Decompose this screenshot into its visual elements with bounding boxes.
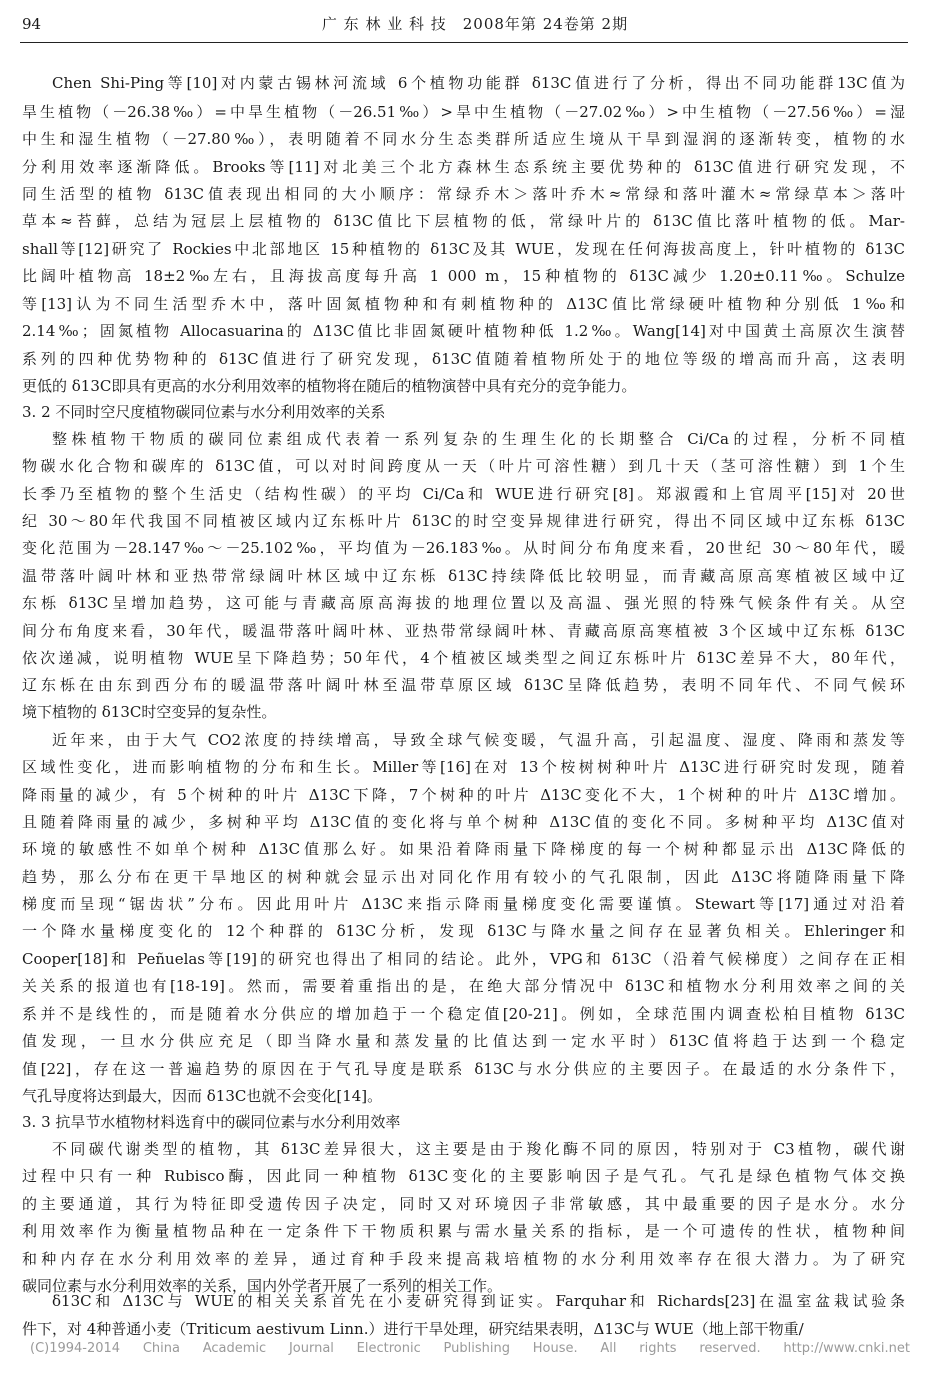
paragraph-line: 系列的四种优势物种的 δ13C值进行了研究发现，δ13C值随着植物所处于的地位等级的增高而升高，这表明 [22, 350, 905, 368]
paragraph-line: 依次递减，说明植物 WUE呈下降趋势；50年代，4个植被区域类型之间辽东栎叶片 δ13C差异不大，80年代， [22, 649, 905, 667]
paragraph-line: 值发现，一旦水分供应充足（即当降水量和蒸发量的比值达到一定水平时）δ13C值将趋于达到一个稳定 [22, 1032, 905, 1050]
paragraph-line: 关关系的报道也有[18-19]。然而，需要着重指出的是，在绝大部分情况中 δ13C和植物水分利用效率之间的关 [22, 977, 905, 995]
paragraph-line: 辽东栎在由东到西分布的暖温带落叶阔叶林至温带草原区域 δ13C呈降低趋势，表明不同年代、不同气候环 [22, 676, 905, 694]
page-number: 94 [22, 15, 42, 33]
paragraph-line: 草本≈苔藓，总结为冠层上层植物的 δ13C值比下层植物的低，常绿叶片的 δ13C值比落叶植物的低。Mar- [22, 212, 905, 230]
paragraph-line: 碳同位素与水分利用效率的关系，国内外学者开展了一系列的相关工作。 [22, 1277, 503, 1295]
paragraph-line: 更低的 δ13C即具有更高的水分利用效率的植物将在随后的植物演替中具有充分的竞争能力。 [22, 377, 637, 395]
paragraph-line: 系并不是线性的，而是随着水分供应的增加趋于一个稳定值[20-21]。例如，全球范围内调查松柏目植物 δ13C [22, 1005, 905, 1023]
paragraph-line: 东栎 δ13C呈增加趋势，这可能与青藏高原高海拔的地理位置以及高温、强光照的特殊气候条件有关。从空 [22, 594, 905, 612]
paragraph-line: 过程中只有一种 Rubisco酶，因此同一种植物 δ13C变化的主要影响因子是气孔。气孔是绿色植物气体交换 [22, 1167, 905, 1185]
paragraph-line: 和种内存在水分利用效率的差异，通过育种手段来提高栽培植物的水分利用效率存在很大潜力。为了研究 [22, 1250, 905, 1268]
paragraph-line: 近年来，由于大气 CO2浓度的持续增高，导致全球气候变暖，气温升高，引起温度、湿度、降雨和蒸发等 [52, 731, 905, 749]
paragraph-line: 纪 30～80年代我国不同植被区域内辽东栎叶片 δ13C的时空变异规律进行研究，得出不同区域中辽东栎 δ13C [22, 512, 905, 530]
paragraph-line: shall等[12]研究了 Rockies中北部地区 15种植物的 δ13C及其 WUE，发现在任何海拔高度上，针叶植物的 δ13C [22, 240, 905, 258]
section-heading: 3. 3 抗旱节水植物材料选育中的碳同位素与水分利用效率 [22, 1113, 401, 1131]
paragraph-line: 降雨量的减少，有 5个树种的叶片 Δ13C下降，7个树种的叶片 Δ13C变化不大，1个树种的叶片 Δ13C增加。 [22, 786, 905, 804]
paragraph-line: Chen Shi-Ping等[10]对内蒙古锡林河流域 6个植物功能群 δ13C值进行了分析，得出不同功能群13C值为 [52, 74, 905, 92]
paragraph-line: 梯度而呈现“锯齿状”分布。因此用叶片 Δ13C来指示降雨量梯度变化需要谨慎。Stewart等[17]通过对沿着 [22, 895, 905, 913]
paragraph-line: 温带落叶阔叶林和亚热带常绿阔叶林区域中辽东栎 δ13C持续降低比较明显，而青藏高原高寒植被区域中辽 [22, 567, 905, 585]
paragraph-line: 件下，对 4种普通小麦（Triticum aestivum Linn.）进行干旱处理，研究结果表明，Δ13C与 WUE（地上部干物重/ [22, 1320, 804, 1338]
paragraph-line: 的主要通道，其行为特征即受遗传因子决定，同时又对环境因子非常敏感，其中最重要的因子是水分。水分 [22, 1195, 905, 1213]
paragraph-line: 不同碳代谢类型的植物，其 δ13C差异很大，这主要是由于羧化酶不同的原因，特别对于 C3植物，碳代谢 [52, 1140, 905, 1158]
paragraph-line: 一个降水量梯度变化的 12个种群的 δ13C分析，发现 δ13C与降水量之间存在显著负相关。Ehleringer和 [22, 922, 905, 940]
paragraph-line: 利用效率作为衡量植物品种在一定条件下干物质积累与需水量关系的指标，是一个可遗传的性状，植物种间 [22, 1222, 905, 1240]
paragraph-line: 环境的敏感性不如单个树种 Δ13C值那么好。如果沿着降雨量下降梯度的每一个树种都显示出 Δ13C降低的 [22, 840, 905, 858]
paragraph-line: 分利用效率逐渐降低。Brooks等[11]对北美三个北方森林生态系统主要优势种的 δ13C值进行研究发现，不 [22, 158, 905, 176]
running-header: 广 东 林 业 科 技 2008年第 24卷第 2期 [321, 15, 629, 33]
paragraph-line: 同生活型的植物 δ13C值表现出相同的大小顺序：常绿乔木＞落叶乔木≈常绿和落叶灌木≈常绿草本＞落叶 [22, 185, 905, 203]
paragraph-line: 气孔导度将达到最大，因而 δ13C也就不会变化[14]。 [22, 1087, 383, 1105]
paragraph-line: 2.14‰；固氮植物 Allocasuarina的 Δ13C值比非固氮硬叶植物种低 1.2‰。Wang[14]对中国黄土高原次生演替 [22, 322, 905, 340]
paragraph-line: 变化范围为－28.147‰～－25.102‰，平均值为－26.183‰。从时间分布角度来看，20世纪 30～80年代，暖 [22, 539, 905, 557]
paragraph-line: 等[13]认为不同生活型乔木中，落叶固氮植物种和有刺植物种的 Δ13C值比常绿硬叶植物种分别低 1‰和 [22, 295, 905, 313]
paragraph-line: 境下植物的 δ13C时空变异的复杂性。 [22, 703, 277, 721]
header-divider [20, 42, 908, 43]
paragraph-line: 长季乃至植物的整个生活史（结构性碳）的平均 Ci/Ca和 WUE进行研究[8]。郑淑霞和上官周平[15]对 20世 [22, 485, 905, 503]
section-heading: 3. 2 不同时空尺度植物碳同位素与水分利用效率的关系 [22, 403, 386, 421]
paragraph-line: 间分布角度来看，30年代，暖温带落叶阔叶林、亚热带常绿阔叶林、青藏高原高寒植被 3个区域中辽东栎 δ13C [22, 622, 905, 640]
paragraph-line: 中生和湿生植物（－27.80‰），表明随着不同水分生态类群所适应生境从干旱到湿润的逐渐转变，植物的水 [22, 130, 905, 148]
paragraph-line: 整株植物干物质的碳同位素组成代表着一系列复杂的生理生化的长期整合 Ci/Ca的过程，分析不同植 [52, 430, 905, 448]
paragraph-line: 趋势，那么分布在更干旱地区的树种就会显示出对同化作用有较小的气孔限制，因此 Δ13C将随降雨量下降 [22, 868, 905, 886]
paragraph-line: δ13C和 Δ13C与 WUE的相关关系首先在小麦研究得到证实。Farquhar和 Richards[23]在温室盆栽试验条 [52, 1292, 905, 1310]
paragraph-line: Cooper[18]和 Peñuelas等[19]的研究也得出了相同的结论。此外，VPG和 δ13C（沿着气候梯度）之间存在正相 [22, 950, 905, 968]
paragraph-line: 且随着降雨量的减少，多树种平均 Δ13C值的变化将与单个树种 Δ13C值的变化不同。多树种平均 Δ13C值对 [22, 813, 905, 831]
paragraph-line: 旱生植物（－26.38‰）=中旱生植物（－26.51‰）>旱中生植物（－27.02‰）>中生植物（－27.56‰）=湿 [22, 103, 905, 121]
paragraph-line: 区域性变化，进而影响植物的分布和生长。Miller等[16]在对 13个桉树树种叶片 Δ13C进行研究时发现，随着 [22, 758, 905, 776]
paragraph-line: 值[22]，存在这一普遍趋势的原因在于气孔导度是联系 δ13C与水分供应的主要因子。在最适的水分条件下， [22, 1060, 905, 1078]
copyright-footer: (C)1994-2014 China Academic Journal Electronic Publishing House. All rights reserved. http://www.cnki.net [30, 1341, 910, 1356]
paragraph-line: 物碳水化合物和碳库的 δ13C值，可以对时间跨度从一天（叶片可溶性糖）到几十天（茎可溶性糖）到 1个生 [22, 457, 905, 475]
paragraph-line: 比阔叶植物高 18±2‰左右，且海拔高度每升高 1 000 m，15种植物的 δ13C减少 1.20±0.11‰。Schulze [22, 267, 905, 285]
